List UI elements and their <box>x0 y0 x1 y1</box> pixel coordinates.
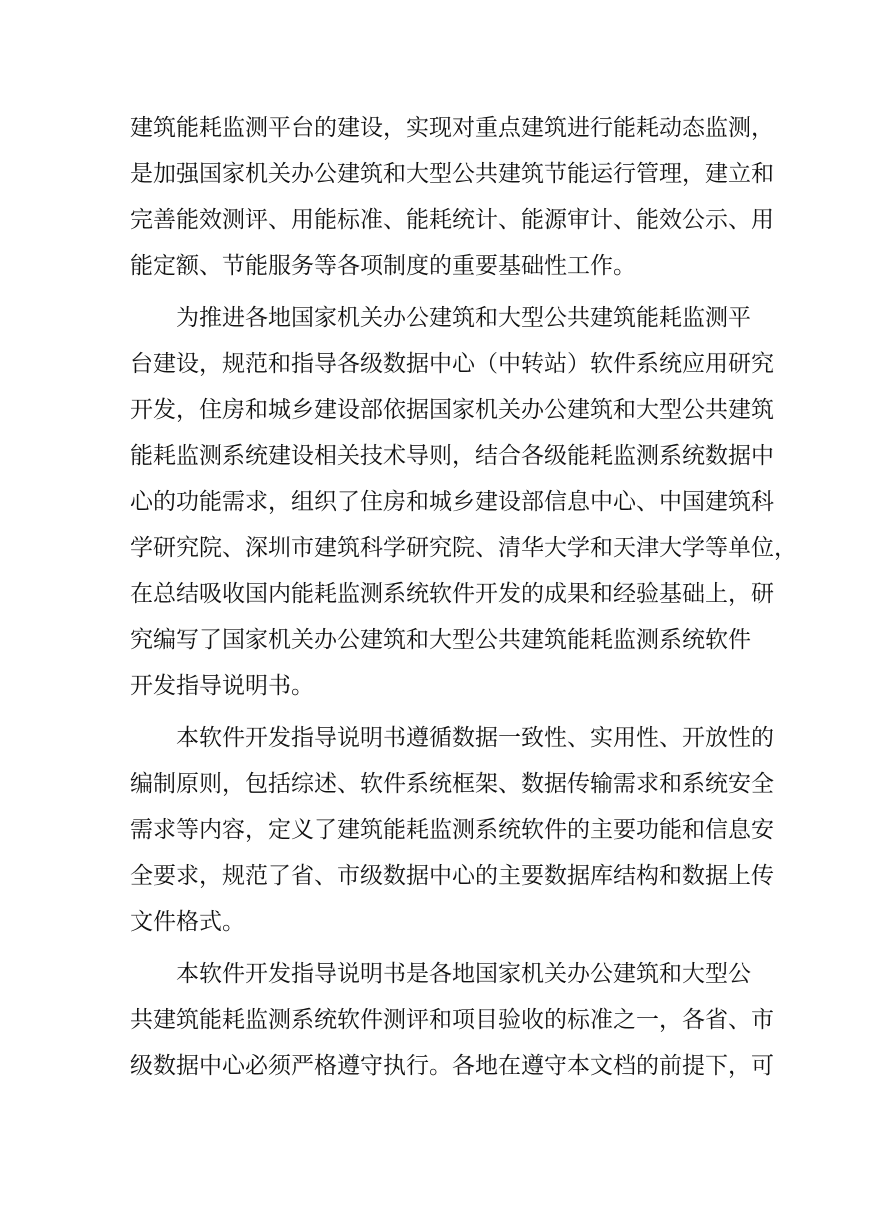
text-line: 在总结吸收国内能耗监测系统软件开发的成果和经验基础上，研 <box>130 581 774 607</box>
text-line: 建筑能耗监测平台的建设，实现对重点建筑进行能耗动态监测， <box>130 115 774 141</box>
paragraph-2 <box>130 295 797 709</box>
text-line: 全要求，规范了省、市级数据中心的主要数据库结构和数据上传 <box>130 863 774 889</box>
paragraph-1 <box>130 105 774 289</box>
paragraph-3 <box>130 715 774 945</box>
paragraph-4 <box>130 951 774 1089</box>
text-line: 共建筑能耗监测系统软件测评和项目验收的标准之一，各省、市 <box>130 1007 774 1033</box>
text-line: 需求等内容，定义了建筑能耗监测系统软件的主要功能和信息安 <box>130 817 774 843</box>
text-line: 学研究院、深圳市建筑科学研究院、清华大学和天津大学等单位， <box>130 535 797 561</box>
text-line: 台建设，规范和指导各级数据中心（中转站）软件系统应用研究 <box>130 351 774 377</box>
text-line: 究编写了国家机关办公建筑和大型公共建筑能耗监测系统软件 <box>130 627 751 653</box>
text-line: 文件格式。 <box>130 909 245 935</box>
text-line: 能定额、节能服务等各项制度的重要基础性工作。 <box>130 253 636 279</box>
text-line: 完善能效测评、用能标准、能耗统计、能源审计、能效公示、用 <box>130 207 774 233</box>
document-body <box>130 105 797 1089</box>
text-line: 开发指导说明书。 <box>130 673 314 699</box>
text-line: 编制原则，包括综述、软件系统框架、数据传输需求和系统安全 <box>130 771 774 797</box>
text-line: 为推进各地国家机关办公建筑和大型公共建筑能耗监测平 <box>176 305 751 331</box>
text-line: 开发，住房和城乡建设部依据国家机关办公建筑和大型公共建筑 <box>130 397 774 423</box>
text-line: 本软件开发指导说明书是各地国家机关办公建筑和大型公 <box>176 961 751 987</box>
text-line: 级数据中心必须严格遵守执行。各地在遵守本文档的前提下，可 <box>130 1053 774 1079</box>
text-line: 能耗监测系统建设相关技术导则，结合各级能耗监测系统数据中 <box>130 443 774 469</box>
text-line: 心的功能需求，组织了住房和城乡建设部信息中心、中国建筑科 <box>130 489 774 515</box>
text-line: 是加强国家机关办公建筑和大型公共建筑节能运行管理，建立和 <box>130 161 774 187</box>
text-line: 本软件开发指导说明书遵循数据一致性、实用性、开放性的 <box>176 725 774 751</box>
